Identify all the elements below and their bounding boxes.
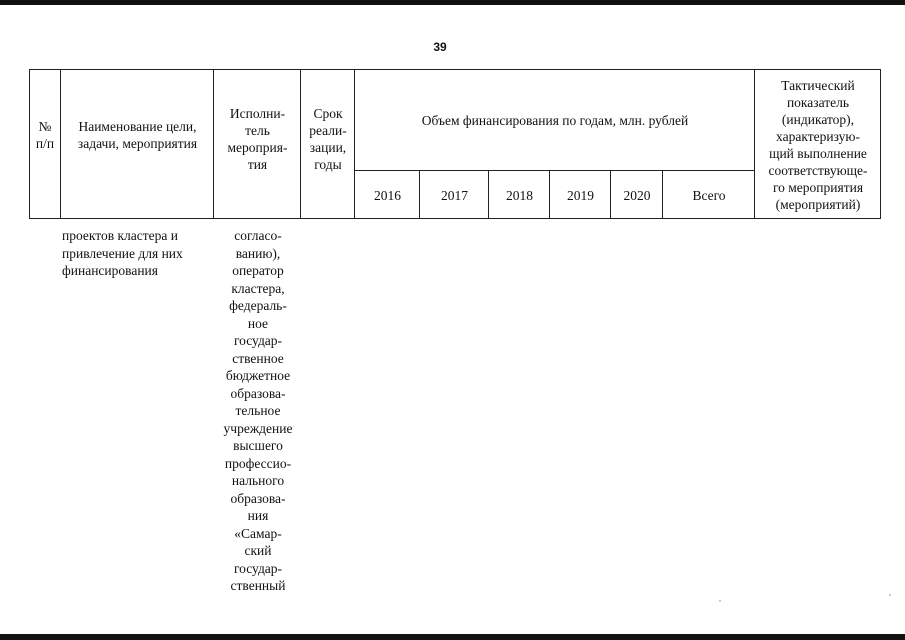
column-divider	[213, 70, 214, 218]
header-year-2020: 2020	[623, 187, 651, 203]
row-executor-continued: согласо- ванию), оператор кластера, федераль- ное государ- ственное бюджетное образова- тельное учреждение высшего профессио- нального образова- ния «Самар- ский государ- ственный	[223, 228, 293, 593]
year-divider	[419, 170, 420, 218]
column-divider	[60, 70, 61, 218]
scan-speck	[719, 600, 721, 602]
year-divider	[662, 170, 663, 218]
table-header	[29, 69, 881, 219]
page-number: 39	[433, 40, 447, 54]
header-executor: Исполни- тель мероприя- тия	[227, 106, 288, 172]
header-indicator: Тактический показатель (индикатор), характеризую- щий выполнение соответствующе- го мероприятия (мероприятий)	[768, 78, 868, 212]
column-divider	[354, 70, 355, 218]
header-total: Всего	[692, 187, 726, 203]
column-divider	[300, 70, 301, 218]
header-term: Срок реали- зации, годы	[309, 106, 347, 172]
header-year-2019: 2019	[567, 187, 594, 203]
header-name: Наименование цели, задачи, мероприятия	[77, 119, 198, 151]
header-year-2018: 2018	[506, 187, 533, 203]
financing-subheader-divider	[354, 170, 754, 171]
scan-speck	[889, 594, 891, 596]
top-border-rule	[0, 0, 905, 5]
header-year-2017: 2017	[441, 187, 468, 203]
header-number: № п/п	[35, 119, 55, 151]
header-financing: Объем финансирования по годам, млн. рублей	[421, 112, 689, 128]
column-divider	[754, 70, 755, 218]
header-year-2016: 2016	[374, 187, 401, 203]
year-divider	[549, 170, 550, 218]
row-name-continued: проектов кластера и привлечение для них финансирования	[62, 228, 183, 278]
year-divider	[610, 170, 611, 218]
year-divider	[488, 170, 489, 218]
bottom-border-rule	[0, 634, 905, 640]
